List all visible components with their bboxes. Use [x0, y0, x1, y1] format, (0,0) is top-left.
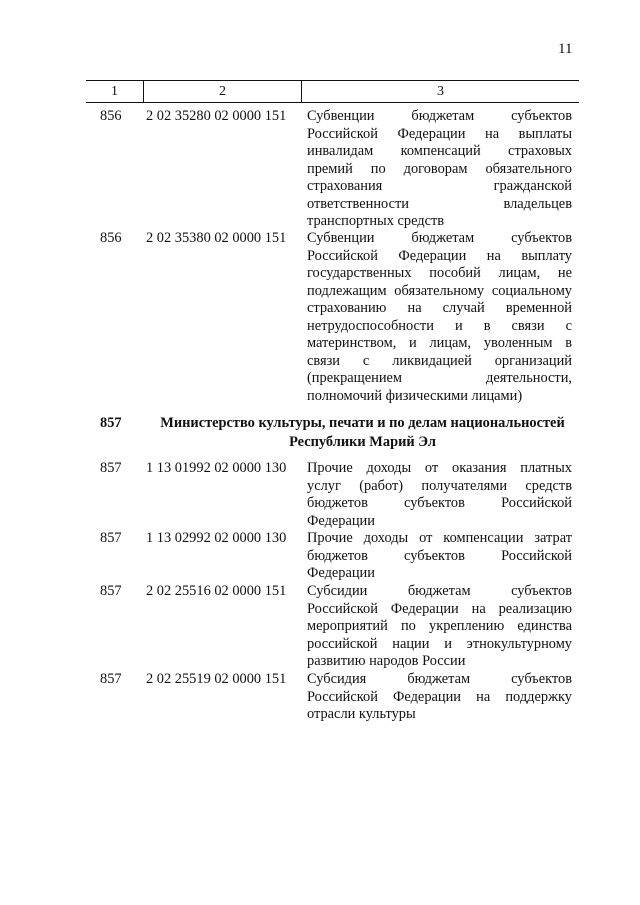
description-line: Субвенции бюджетам субъектов [307, 108, 572, 124]
description-line: российской нации и этнокультурному [307, 635, 572, 652]
description-line: развитию народов России [307, 653, 466, 669]
income-code: 1 13 01992 02 0000 130 [146, 460, 287, 476]
income-description [307, 671, 572, 724]
header-col-1: 1 [86, 81, 144, 102]
description-line: Российской Федерации на поддержку [307, 688, 572, 705]
income-code: 2 02 35280 02 0000 151 [146, 108, 287, 124]
table-row [0, 460, 640, 532]
income-code: 2 02 35380 02 0000 151 [146, 230, 287, 246]
income-description [307, 530, 572, 583]
section-title-line: Республики Марий Эл [289, 433, 436, 450]
income-code: 2 02 25519 02 0000 151 [146, 671, 287, 687]
table-row [0, 583, 640, 673]
description-line: мероприятий по укреплению единства [307, 618, 572, 634]
description-line: Федерации [307, 565, 375, 581]
description-line: государственных пособий лицам, не [307, 265, 572, 281]
income-description [307, 230, 572, 405]
admin-code: 857 [100, 460, 122, 476]
table-header [86, 80, 579, 103]
description-line: Российской Федерации на выплату [307, 247, 572, 264]
description-line: Субсидия бюджетам субъектов [307, 671, 572, 687]
income-code: 1 13 02992 02 0000 130 [146, 530, 287, 546]
income-description [307, 460, 572, 530]
description-line: инвалидам компенсаций страховых [307, 143, 572, 159]
admin-code: 857 [100, 530, 122, 546]
description-line: отрасли культуры [307, 706, 416, 722]
description-line: ответственности владельцев [307, 195, 572, 212]
section-admin-code: 857 [100, 415, 122, 431]
admin-code: 856 [100, 108, 122, 124]
description-line: бюджетов субъектов Российской [307, 495, 572, 511]
description-line: Прочие доходы от компенсации затрат [307, 530, 572, 546]
income-description [307, 583, 572, 671]
description-line: связи с ликвидацией организаций [307, 352, 572, 369]
description-line: страхования гражданской [307, 178, 572, 194]
description-line: Субвенции бюджетам субъектов [307, 230, 572, 246]
description-line: премий по договорам обязательного [307, 160, 572, 177]
table-row [0, 671, 640, 725]
description-line: полномочий физическими лицами) [307, 387, 523, 404]
description-line: транспортных средств [307, 213, 445, 229]
description-line: материнством, и лицам, уволенным в [307, 335, 572, 351]
table-row [0, 108, 640, 232]
description-line: подлежащим обязательному социальному [307, 282, 572, 299]
description-line: Субсидии бюджетам субъектов [307, 583, 572, 599]
description-line: бюджетов субъектов Российской [307, 547, 572, 564]
page-number: 11 [558, 41, 573, 57]
admin-code: 857 [100, 583, 122, 599]
header-col-3: 3 [437, 84, 444, 99]
description-line: Прочие доходы от оказания платных [307, 460, 572, 476]
description-line: нетрудоспособности и в связи с [307, 317, 572, 334]
description-line: страхованию на случай временной [307, 300, 572, 316]
table-row [0, 530, 640, 584]
description-line: Российской Федерации на реализацию [307, 600, 572, 617]
header-col-2: 2 [144, 81, 302, 102]
description-line: Федерации [307, 512, 375, 529]
section-title-line: Министерство культуры, печати и по делам национальностей [160, 415, 565, 431]
income-code: 2 02 25516 02 0000 151 [146, 583, 287, 599]
description-line: (прекращением деятельности, [307, 370, 572, 386]
description-line: услуг (работ) получателями средств [307, 477, 572, 494]
admin-code: 857 [100, 671, 122, 687]
income-description [307, 108, 572, 231]
section-title [152, 414, 573, 451]
table-row [0, 230, 640, 410]
description-line: Российской Федерации на выплаты [307, 125, 572, 142]
admin-code: 856 [100, 230, 122, 246]
